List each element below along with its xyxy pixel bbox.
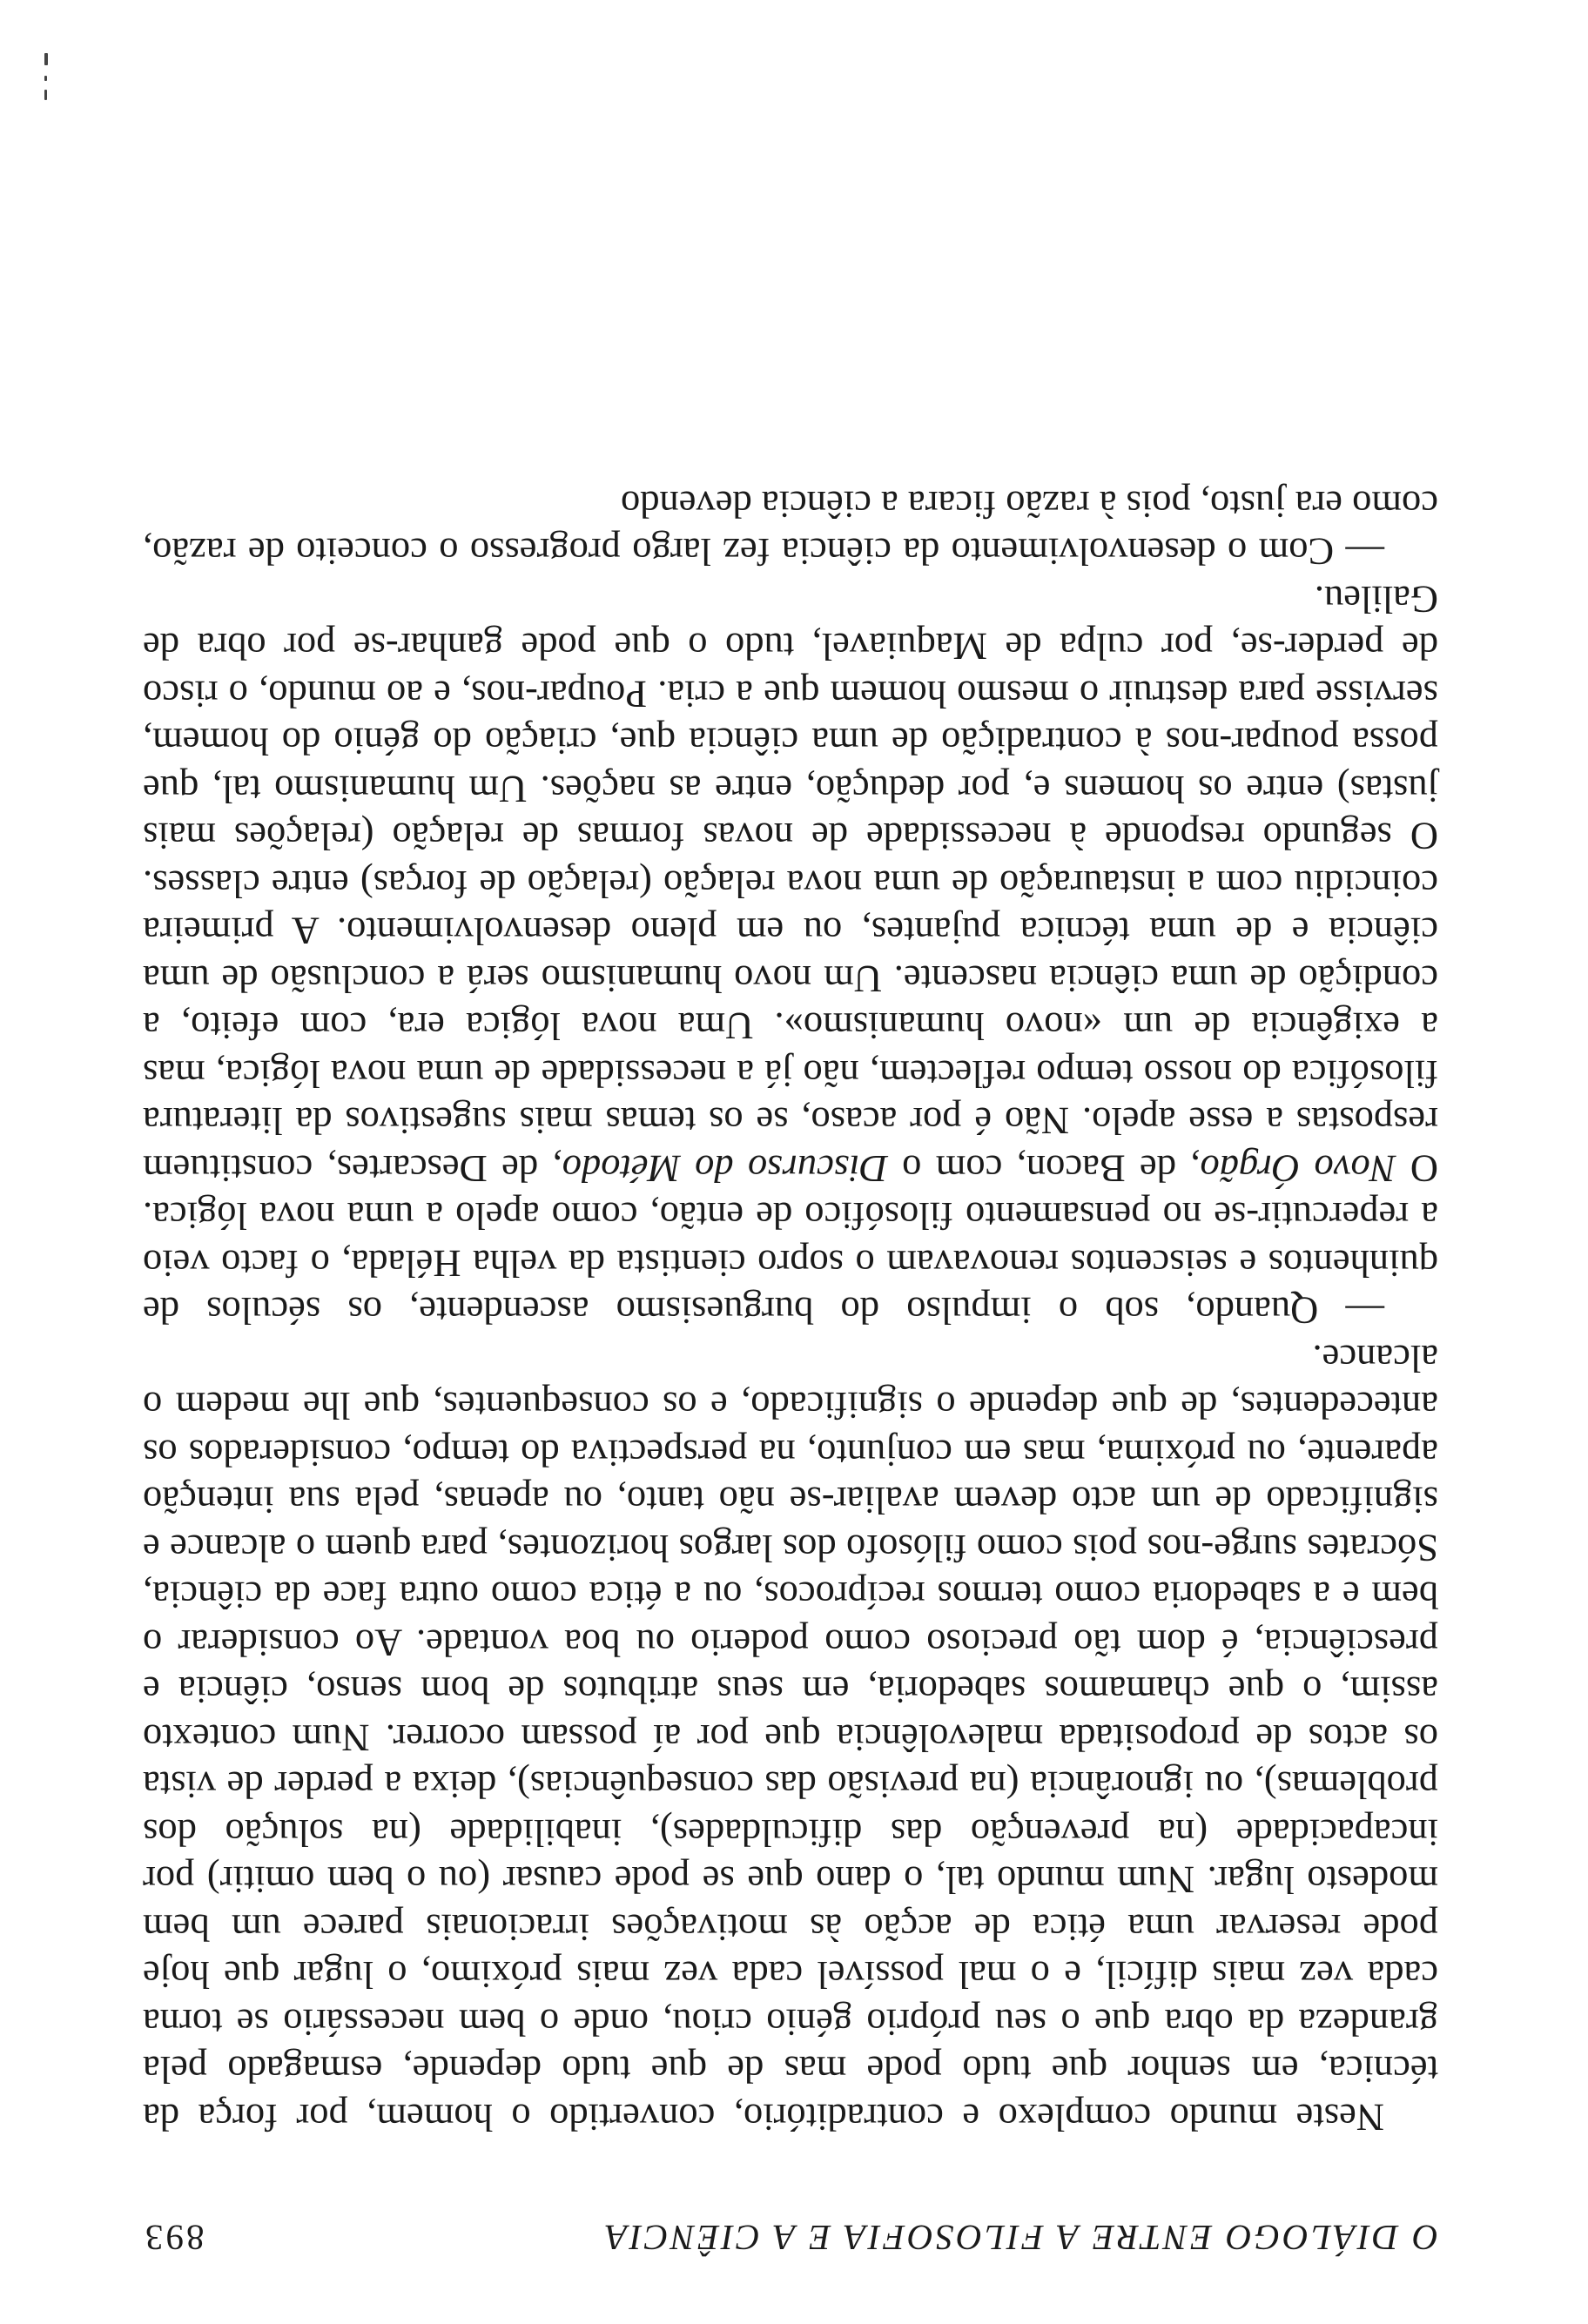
page-number: 893: [143, 2218, 205, 2258]
paragraph-2: [143, 576, 1438, 1335]
paragraph-1: Neste mundo complexo e contraditório, convertido o homem, por força da técnica, em senhor que tudo pode mas de que tudo depende, esmagado pela grandeza da obra que o seu próprio génio criou, onde o bem necessário se torna cada vez mais difícil, e o mal possível cada vez mais próximo, o lugar que hoje pode reservar uma ética de acção às motivações irracionais parece um bem modesto lugar. Num mundo tal, o dano que se pode causar (ou o bem omitir) por incapacidade (na prevenção das dificuldades), inabilidade (na solução dos problemas), ou ignorância (na previsão das consequências), deixa a perder de vista os actos de propositada malevolência que por aí possam ocorrer. Num contexto assim, o que chamamos sabedoria, em seus atributos de bom senso, ciência e presciência, é dom tão precioso como poderio ou boa vontade. Ao considerar o bem e a sabedoria como termos recíprocos, ou a ética como outra face da ciência, Sócrates surge-nos pois como filósofo dos largos horizontes, para quem o alcance e significado de um acto devem avaliar-se não tanto, ou apenas, pela sua intenção aparente, ou próxima, mas em conjunto, na perspectiva do tempo, considerados os antecedentes, de que depende o significado, e os consequentes, que lhe medem o alcance.: [143, 1337, 1438, 2139]
paragraph-2-start: — Quando, sob o impulso do burguesismo ascendente, os séculos de quinhentos e seiscentos renovavam o sopro cientista da velha Hélada, o facto veio a repercutir-se no pensamento filosófico de então, como apelo a uma nova lógica. O: [143, 1147, 1438, 1333]
paragraph-2-end: , de Descartes, constituem respostas a esse apelo. Não é por acaso, se os temas mais sugestivos da literatura filosófica do nosso tempo reflectem, não já a necessidade de uma nova lógica, mas a exigência de um «novo humanismo». Uma nova lógica era, com efeito, a condição de uma ciência nascente. Um novo humanismo será a conclusão de uma ciência e de uma técnica pujantes, ou em pleno desenvolvimento. A primeira coincidiu com a instauração de uma nova relação (relação de forças) entre classes. O segundo responde à necessidade de novas formas de relação (relações mais justas) entre os homens e, por dedução, entre as nações. Um humanismo tal, que possa poupar-nos à contradição de uma ciência que, criação do génio do homem, servisse para destruir o mesmo homem que a cria. Poupar-nos, e ao mundo, o risco de perder-se, por culpa de Maquiavel, tudo o que pode ganhar-se por obra de Galileu.: [143, 578, 1438, 1191]
running-header: [143, 2206, 1438, 2259]
paragraph-3: — Com o desenvolvimento da ciência fez largo progresso o conceito de razão, como era justo, pois à razão ficara a ciência devendo: [143, 483, 1438, 574]
title-novo-orgao: Novo Órgão: [1200, 1147, 1396, 1191]
title-discurso-do-metodo: Discurso do Método: [562, 1147, 888, 1191]
body-text: [143, 481, 1438, 2142]
scan-specks: [40, 48, 49, 100]
paragraph-2-mid: , de Bacon, com o: [887, 1147, 1201, 1191]
speck: [44, 76, 47, 81]
running-title: O DIÁLOGO ENTRE A FILOSOFIA E A CIÊNCIA: [602, 2218, 1438, 2258]
speck: [44, 90, 47, 100]
speck: [44, 53, 48, 65]
